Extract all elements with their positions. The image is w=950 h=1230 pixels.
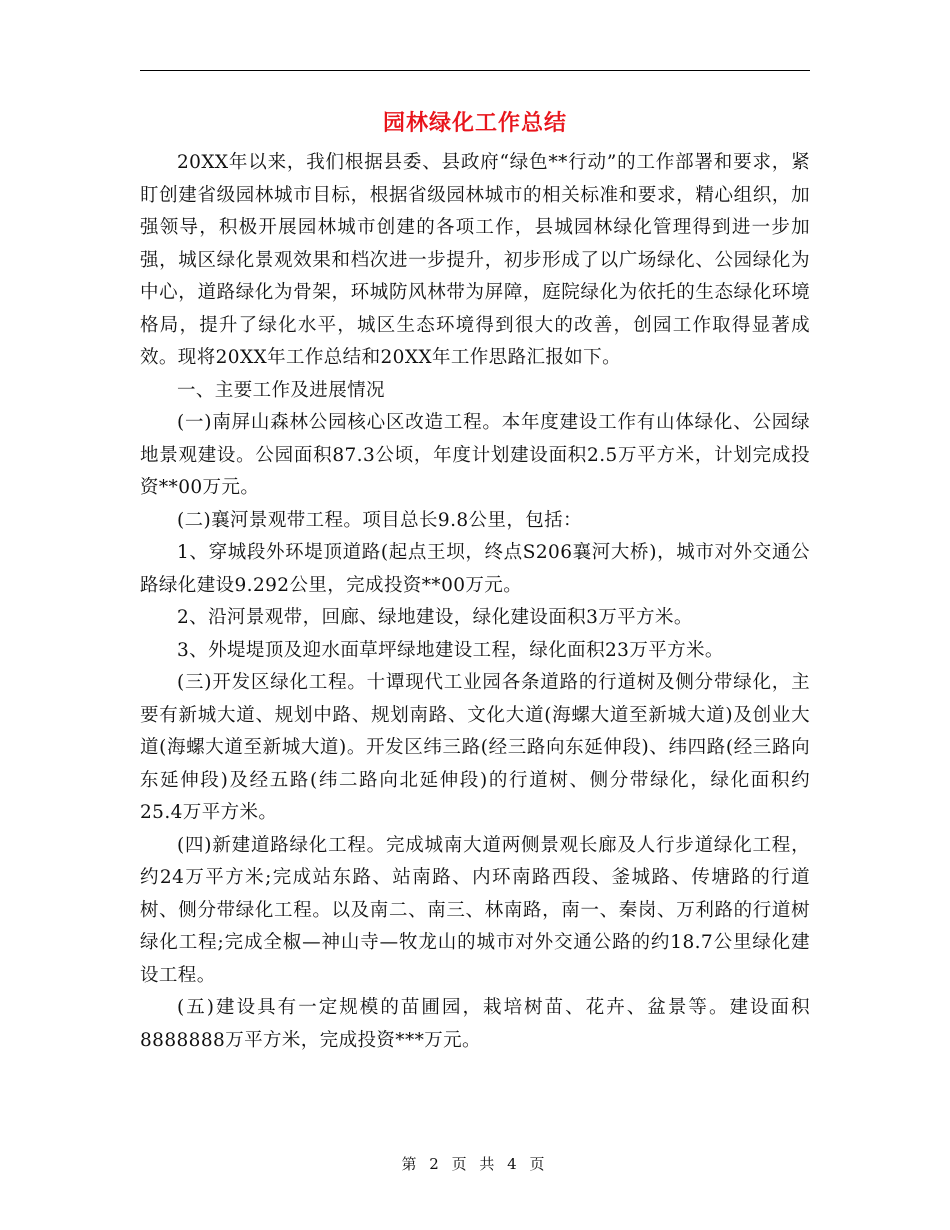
page-number-footer: 第 2 页 共 4 页 [401,1155,549,1173]
document-title: 园林绿化工作总结 [382,111,567,136]
document-body [140,147,810,1057]
subitem-paragraph-1: 1、穿城段外环堤顶道路(起点王坝，终点S206襄河大桥)，城市对外交通公路绿化建设9.292公里，完成投资**00万元。 [140,542,810,596]
subitem-paragraph-3: 3、外堤堤顶及迎水面草坪绿地建设工程，绿化面积23万平方米。 [177,639,724,661]
item-paragraph-2: (二)襄河景观带工程。项目总长9.8公里，包括： [177,509,582,531]
item-paragraph-1: (一)南屏山森林公园核心区改造工程。本年度建设工作有山体绿化、公园绿地景观建设。公园面积87.3公顷，年度计划建设面积2.5万平方米，计划完成投资**00万元。 [140,412,810,498]
item-paragraph-5: (五)建设具有一定规模的苗圃园，栽培树苗、花卉、盆景等。建设面积8888888万平方米，完成投资***万元。 [140,997,810,1051]
header-rule [140,70,810,71]
subitem-paragraph-2: 2、沿河景观带，回廊、绿地建设，绿化建设面积3万平方米。 [177,607,693,628]
intro-paragraph: 20XX年以来，我们根据县委、县政府“绿色**行动”的工作部署和要求，紧盯创建省级园林城市目标，根据省级园林城市的相关标准和要求，精心组织，加强领导，积极开展园林城市创建的各项工作，县城园林绿化管理得到进一步加强，城区绿化景观效果和档次进一步提升，初步形成了以广场绿化、公园绿化为中心，道路绿化为骨架，环城防风林带为屏障，庭院绿化为依托的生态绿化环境格局，提升了绿化水平，城区生态环境得到很大的改善，创园工作取得显著成效。现将20XX年工作总结和20XX年工作思路汇报如下。 [140,152,810,368]
item-paragraph-4: (四)新建道路绿化工程。完成城南大道两侧景观长廊及人行步道绿化工程，约24万平方米;完成站东路、站南路、内环南路西段、釜城路、传塘路的行道树、侧分带绿化工程。以及南二、南三、林南路，南一、秦岗、万利路的行道树绿化工程;完成全椒—神山寺—牧龙山的城市对外交通公路的约18.7公里绿化建设工程。 [140,834,810,986]
item-paragraph-3: (三)开发区绿化工程。十谭现代工业园各条道路的行道树及侧分带绿化，主要有新城大道、规划中路、规划南路、文化大道(海螺大道至新城大道)及创业大道(海螺大道至新城大道)。开发区纬三路(经三路向东延伸段)、纬四路(经三路向东延伸段)及经五路(纬二路向北延伸段)的行道树、侧分带绿化，绿化面积约25.4万平方米。 [140,672,810,823]
section-heading: 一、主要工作及进展情况 [177,379,385,401]
